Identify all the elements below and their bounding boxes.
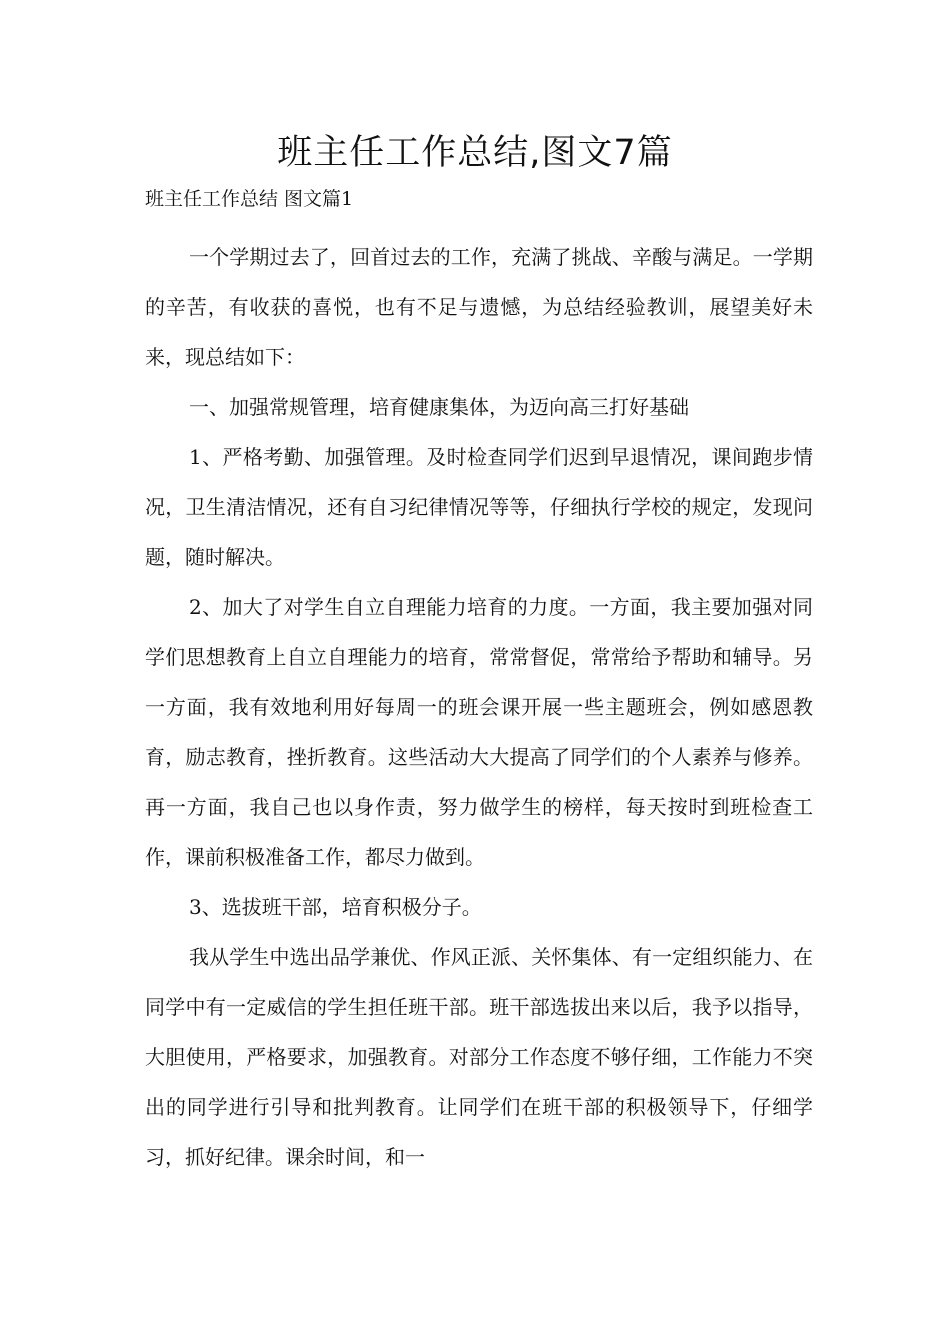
paragraph-item-3: 3、选拔班干部，培育积极分子。 (189, 895, 482, 919)
document-subtitle: 班主任工作总结 图文篇1 (145, 188, 354, 210)
paragraph-cadres: 我从学生中选出品学兼优、作风正派、关怀集体、有一定组织能力、在同学中有一定威信的学生担任班干部。班干部选拔出来以后，我予以指导，大胆使用，严格要求，加强教育。对部分工作态度不够仔细，工作能力不突出的同学进行引导和批判教育。让同学们在班干部的积极领导下，仔细学习，抓好纪律。课余时间，和一 (145, 945, 813, 1169)
paragraph-intro: 一个学期过去了，回首过去的工作，充满了挑战、辛酸与满足。一学期的辛苦，有收获的喜悦，也有不足与遗憾，为总结经验教训，展望美好未来，现总结如下： (145, 245, 813, 369)
document-title: 班主任工作总结,图文7篇 (277, 133, 673, 173)
paragraph-item-2: 2、加大了对学生自立自理能力培育的力度。一方面，我主要加强对同学们思想教育上自立自理能力的培育，常常督促，常常给予帮助和辅导。另一方面，我有效地利用好每周一的班会课开展一些主题班会，例如感恩教育，励志教育，挫折教育。这些活动大大提高了同学们的个人素养与修养。再一方面，我自己也以身作责，努力做学生的榜样，每天按时到班检查工作，课前积极准备工作，都尽力做到。 (145, 595, 813, 869)
document-body (145, 232, 813, 1182)
section-heading-1: 一、加强常规管理，培育健康集体，为迈向高三打好基础 (189, 395, 689, 419)
paragraph-item-1: 1、严格考勤、加强管理。及时检查同学们迟到早退情况，课间跑步情况，卫生清洁情况，还有自习纪律情况等等，仔细执行学校的规定，发现问题，随时解决。 (145, 445, 813, 569)
